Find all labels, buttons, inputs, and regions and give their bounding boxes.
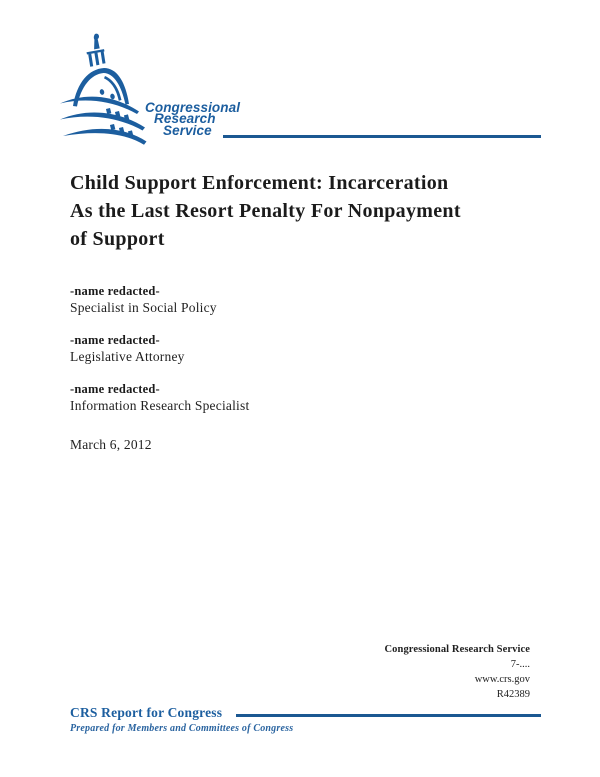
crs-logo-wordmark	[145, 99, 241, 139]
report-title-line-1: Child Support Enforcement: Incarceration	[70, 172, 449, 194]
author-entry	[70, 283, 249, 316]
author-name: -name redacted-	[70, 333, 160, 347]
footer-tagline: Prepared for Members and Committees of Congress	[70, 723, 294, 734]
publication-date: March 6, 2012	[70, 437, 152, 452]
author-entry	[70, 381, 249, 414]
footer-rule	[236, 714, 541, 717]
report-number: R42389	[496, 689, 530, 700]
author-role: Specialist in Social Policy	[70, 300, 217, 315]
publication-phone: 7-....	[510, 659, 530, 670]
publication-website: www.crs.gov	[474, 674, 530, 685]
author-role: Legislative Attorney	[70, 349, 185, 364]
author-entry	[70, 332, 249, 365]
footer-banner: CRS Report for Congress	[70, 705, 223, 720]
report-title	[70, 169, 550, 253]
capitol-dome-icon	[60, 32, 150, 148]
author-name: -name redacted-	[70, 382, 160, 396]
header-rule	[223, 135, 541, 138]
logo-word-service: Service	[163, 123, 212, 139]
publication-org: Congressional Research Service	[384, 644, 530, 655]
authors-block	[70, 283, 249, 430]
report-title-line-3: of Support	[70, 228, 165, 250]
author-role: Information Research Specialist	[70, 398, 250, 413]
author-name: -name redacted-	[70, 284, 160, 298]
logo-word-congressional: Congressional	[145, 99, 241, 115]
publication-info-block	[384, 642, 530, 702]
report-title-line-2: As the Last Resort Penalty For Nonpayment	[70, 200, 461, 222]
logo-word-research: Research	[154, 111, 216, 127]
